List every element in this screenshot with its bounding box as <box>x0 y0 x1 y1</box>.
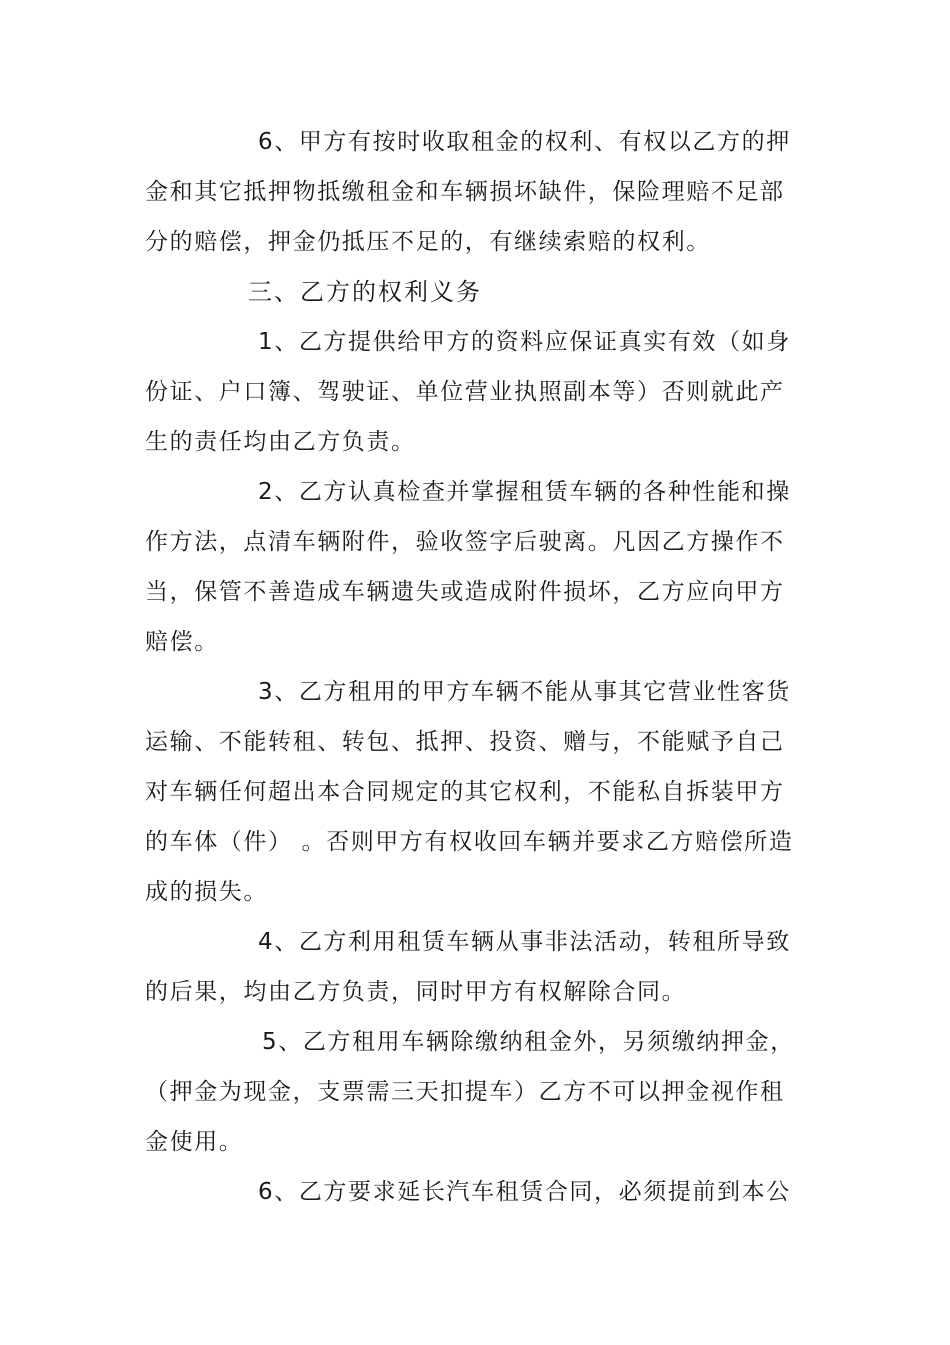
paragraph-a6-line-3: 分的赔偿，押金仍抵压不足的，有继续索赔的权利。 <box>145 229 711 255</box>
paragraph-b1-line-2: 份证、户口簿、驾驶证、单位营业执照副本等）否则就此产 <box>145 379 785 405</box>
paragraph-b4-line-1: 4、乙方利用租赁车辆从事非法活动，转租所导致 <box>258 929 791 955</box>
paragraph-b2-line-3: 当，保管不善造成车辆遗失或造成附件损坏，乙方应向甲方 <box>145 579 785 605</box>
paragraph-b3-line-5: 成的损失。 <box>145 879 268 905</box>
paragraph-b1-line-1: 1、乙方提供给甲方的资料应保证真实有效（如身 <box>258 329 791 355</box>
paragraph-b2-line-1: 2、乙方认真检查并掌握租赁车辆的各种性能和操 <box>258 479 791 505</box>
paragraph-b3-line-4: 的车体（件） 。否则甲方有权收回车辆并要求乙方赔偿所造 <box>145 829 794 855</box>
paragraph-b5-line-2: （押金为现金，支票需三天扣提车）乙方不可以押金视作租 <box>145 1079 785 1105</box>
paragraph-b6-line-1: 6、乙方要求延长汽车租赁合同，必须提前到本公 <box>258 1179 791 1205</box>
paragraph-b3-line-1: 3、乙方租用的甲方车辆不能从事其它营业性客货 <box>258 679 791 705</box>
paragraph-a6-line-1: 6、甲方有按时收取租金的权利、有权以乙方的押 <box>258 129 791 155</box>
paragraph-b5-line-3: 金使用。 <box>145 1129 244 1155</box>
paragraph-b3-line-3: 对车辆任何超出本合同规定的其它权利，不能私自拆装甲方 <box>145 779 785 805</box>
paragraph-b2-line-2: 作方法，点清车辆附件，验收签字后驶离。凡因乙方操作不 <box>145 529 785 555</box>
paragraph-a6-line-2: 金和其它抵押物抵缴租金和车辆损坏缺件，保险理赔不足部 <box>145 179 785 205</box>
paragraph-b2-line-4: 赔偿。 <box>145 629 219 655</box>
paragraph-b4-line-2: 的后果，均由乙方负责，同时甲方有权解除合同。 <box>145 979 687 1005</box>
paragraph-b5-line-1: 5、乙方租用车辆除缴纳租金外，另须缴纳押金， <box>262 1029 795 1055</box>
paragraph-b1-line-3: 生的责任均由乙方负责。 <box>145 429 416 455</box>
paragraph-b3-line-2: 运输、不能转租、转包、抵押、投资、赠与，不能赋予自己 <box>145 729 785 755</box>
section-heading: 三、乙方的权利义务 <box>248 278 482 306</box>
